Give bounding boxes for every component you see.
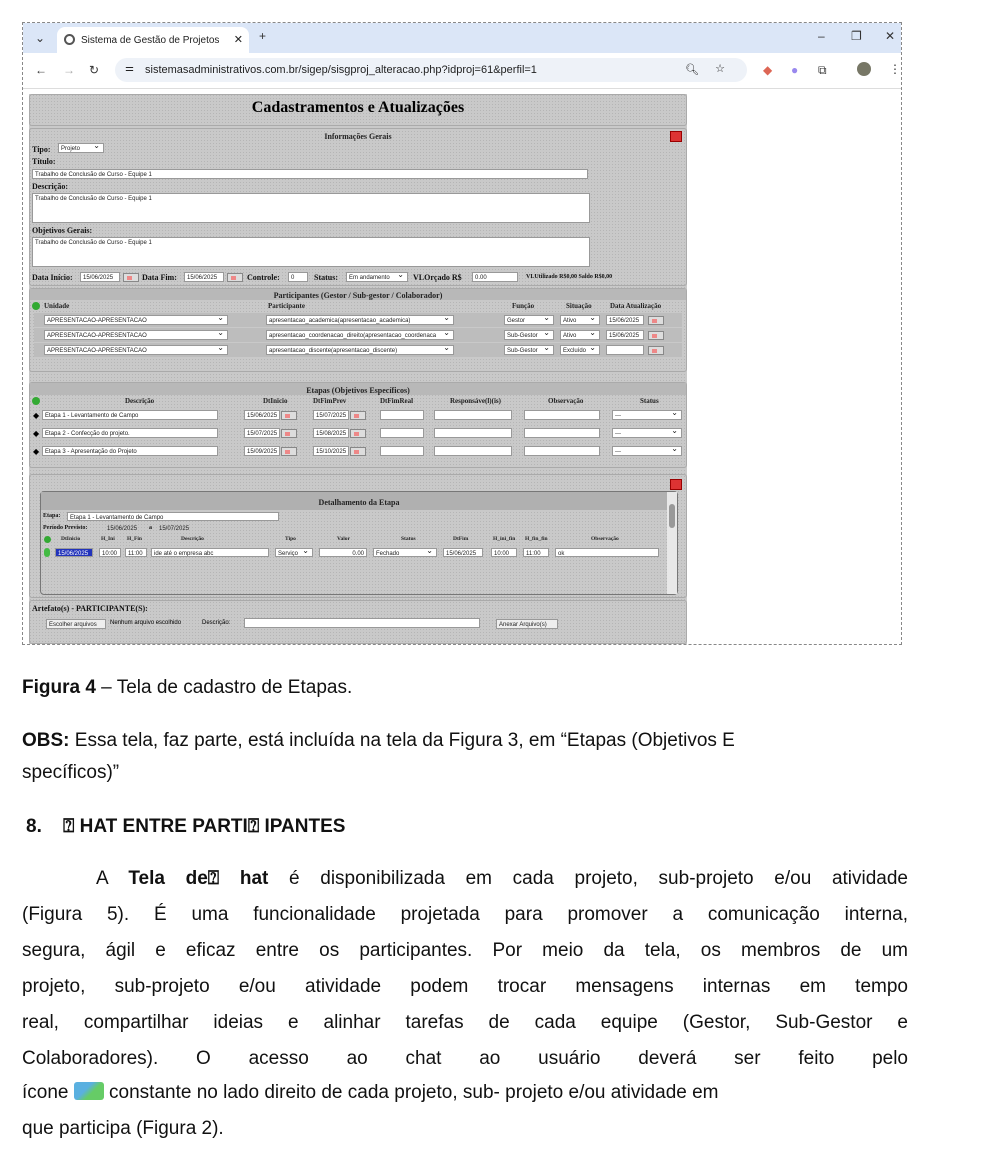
col-participante: Participante [268, 302, 305, 310]
col-dtinicio: DtInicio [263, 397, 288, 405]
title-box [29, 94, 687, 126]
paragraph-line [22, 1082, 908, 1104]
dtfimreal-input[interactable] [380, 428, 424, 438]
anexar-button[interactable]: Anexar Arquivo(s) [496, 619, 558, 629]
data-inicio-label: Data Início: [32, 273, 73, 282]
paragraph-line: que participa (Figura 2). [22, 1118, 224, 1139]
participantes-header: Participantes (Gestor / Sub-gestor / Colaborador) [30, 289, 686, 300]
col-responsaveis: Responsáve(l)(is) [450, 397, 501, 405]
chat-icon [74, 1082, 104, 1100]
status-input[interactable]: Fechado ⌄ [373, 548, 437, 557]
participante-select[interactable]: apresentacao_academica(apresentacao_academica) ⌄ [266, 315, 454, 325]
detalhe-container [29, 474, 687, 598]
maximize-icon[interactable]: ❐ [851, 29, 862, 43]
controle-input[interactable]: 0 [288, 272, 308, 282]
observacao-input[interactable] [524, 428, 600, 438]
participantes-section [29, 288, 687, 372]
col-detalhe: Valor [337, 536, 350, 542]
col-dtfimreal: DtFimReal [380, 397, 414, 405]
tab-title: Sistema de Gestão de Projetos [81, 35, 220, 46]
globe-icon [64, 34, 75, 45]
text: ícone [22, 1082, 69, 1103]
url-text: sistemasadministrativos.com.br/sigep/sisgproj_alteracao.php?idproj=61&perfil=1 [145, 64, 537, 76]
text: constante no lado direito de cada projeto, sub- projeto e/ou atividade em [103, 1082, 719, 1103]
paragraph-line: real, compartilhar ideias e alinhar tarefas de cada equipe (Gestor, Sub-Gestor e [22, 1012, 908, 1033]
metamask-icon[interactable]: ◆ [763, 63, 773, 77]
obs-line-2: specíficos)” [22, 762, 120, 783]
new-tab-icon[interactable]: + [259, 29, 267, 43]
artefato-label: Artefato(s) - PARTICIPANTE(S): [32, 604, 148, 613]
dtfimreal-input[interactable] [380, 410, 424, 420]
obs-label: OBS: [22, 730, 70, 751]
paragraph-line: (Figura 5). É uma funcionalidade projetada para promover a comunicação interna, [22, 904, 908, 925]
periodo-sep: a [149, 525, 152, 531]
titulo-input[interactable]: Trabalho de Conclusão de Curso - Equipe 1 [32, 169, 588, 179]
situacao-select[interactable]: Ativo ⌄ [560, 330, 600, 340]
dtinicio-input[interactable]: 15/09/2025 [244, 446, 280, 456]
artefato-descricao-label: Descrição: [202, 620, 231, 626]
col-data-atualizacao: Data Atualização [610, 302, 662, 310]
paragraph-line: segura, ágil e eficaz entre os participantes. Por meio da tela, os membros de um [22, 940, 908, 961]
page-title: Cadastramentos e Atualizações [251, 99, 465, 116]
col-dtfimprev: DtFimPrev [313, 397, 347, 405]
close-window-icon[interactable]: ✕ [885, 29, 896, 43]
observacao-input[interactable] [524, 446, 600, 456]
calendar-icon[interactable] [350, 411, 366, 420]
h-ini-fin-input[interactable]: 10:00 [491, 548, 517, 557]
funcao-select[interactable]: Sub-Gestor ⌄ [504, 330, 554, 340]
etapa-input[interactable]: Etapa 1 - Levantamento de Campo [67, 512, 279, 521]
dtinicio-input[interactable]: 15/06/2025 [55, 548, 93, 557]
calendar-icon[interactable] [227, 273, 243, 282]
detalhe-header: Detalhamento da Etapa [41, 492, 677, 510]
calendar-icon[interactable] [281, 429, 297, 438]
dtinicio-input[interactable]: 15/06/2025 [244, 410, 280, 420]
forward-icon[interactable]: → [63, 63, 75, 77]
responsaveis-input[interactable] [434, 446, 512, 456]
h-fin-fin-input[interactable]: 11:00 [523, 548, 549, 557]
diamond-icon: ◆ [33, 429, 40, 438]
section-heading: 8. ⍰ HAT ENTRE PARTI⍰ IPANTES [26, 816, 346, 837]
vl-orcado-input[interactable]: 0.00 [472, 272, 518, 282]
dtfimprev-input[interactable]: 15/08/2025 [313, 428, 349, 438]
unidade-select[interactable]: APRESENTACAO-APRESENTACAO ⌄ [44, 345, 228, 355]
col-detalhe: H_fin_fin [525, 536, 548, 542]
tipo-select[interactable]: Projeto ⌄ [58, 143, 104, 153]
bold-text: Tela de⍰ hat [128, 868, 269, 889]
h-fin-input[interactable]: 11:00 [125, 548, 147, 557]
caption-label: Figura 4 [22, 677, 96, 698]
status-label: Status: [314, 273, 339, 282]
objetivos-textarea[interactable]: Trabalho de Conclusão de Curso - Equipe 1 [32, 237, 590, 267]
no-file-text: Nenhum arquivo escolhido [110, 620, 182, 626]
obs-text: Essa tela, faz parte, está incluída na tela da Figura 3, em “Etapas (Objetivos E [69, 730, 735, 751]
scrollbar[interactable] [667, 492, 677, 594]
descricao-input[interactable]: ide até o empresa abc [151, 548, 269, 557]
site-settings-icon[interactable]: ⚌ [125, 63, 134, 74]
col-detalhe: DtFim [453, 536, 469, 542]
situacao-select[interactable]: Ativo ⌄ [560, 315, 600, 325]
data-inicio-input[interactable]: 15/06/2025 [80, 272, 120, 282]
participante-select[interactable]: apresentacao_discente(apresentacao_discente) ⌄ [266, 345, 454, 355]
etapa-label: Etapa: [43, 513, 61, 519]
detalhe-section [40, 491, 678, 595]
col-situacao: Situação [566, 302, 592, 310]
periodo-fim: 15/07/2025 [159, 526, 190, 532]
bookmark-star-icon[interactable]: ☆ [715, 63, 725, 75]
periodo-inicio: 15/06/2025 [107, 526, 138, 532]
col-funcao: Função [512, 302, 535, 310]
calendar-icon[interactable] [648, 346, 664, 355]
text: é disponibilizada em cada projeto, sub-projeto e/ou atividade [268, 868, 909, 889]
col-detalhe: H_Ini [101, 536, 115, 542]
paragraph-line: Colaboradores). O acesso ao chat ao usuário deverá ser feito pelo [22, 1048, 908, 1069]
status-select[interactable]: --- ⌄ [612, 446, 682, 456]
add-etapa-icon[interactable] [32, 397, 40, 405]
valor-input[interactable]: 0.00 [319, 548, 367, 557]
periodo-label: Período Previsto: [43, 525, 88, 531]
data-atualizacao-input[interactable]: 15/06/2025 [606, 330, 644, 340]
col-detalhe: Status [401, 536, 416, 542]
tab-bar [23, 23, 901, 53]
extension-ghost-icon[interactable]: ● [791, 63, 799, 77]
dtfimreal-input[interactable] [380, 446, 424, 456]
participante-select[interactable]: apresentacao_coordenacao_direito(apresentacao_coordenaca ⌄ [266, 330, 454, 340]
artefato-descricao-input[interactable] [244, 618, 480, 628]
calendar-icon[interactable] [648, 316, 664, 325]
responsaveis-input[interactable] [434, 428, 512, 438]
obs-input[interactable]: ok [555, 548, 659, 557]
col-detalhe: H_ini_fin [493, 536, 516, 542]
url-input[interactable] [115, 58, 747, 82]
address-bar-row [23, 53, 901, 89]
diamond-icon: ◆ [33, 411, 40, 420]
col-descricao: Descrição [125, 397, 155, 405]
unidade-select[interactable]: APRESENTACAO-APRESENTACAO ⌄ [44, 330, 228, 340]
etapa-descricao-input[interactable]: Etapa 1 - Levantamento de Campo [42, 410, 218, 420]
col-status: Status [640, 397, 659, 405]
vl-orcado-label: VLOrçado R$ [413, 273, 462, 282]
dtfimprev-input[interactable]: 15/10/2025 [313, 446, 349, 456]
form-panel [29, 94, 687, 645]
etapas-header: Etapas (Objetivos Específicos) [30, 383, 686, 395]
diamond-icon: ◆ [33, 447, 40, 456]
unidade-select[interactable]: APRESENTACAO-APRESENTACAO ⌄ [44, 315, 228, 325]
col-unidade: Unidade [44, 302, 70, 310]
browser-tab[interactable] [57, 27, 249, 53]
calendar-icon[interactable] [281, 447, 297, 456]
col-detalhe: Descrição [181, 536, 204, 542]
add-participant-icon[interactable] [32, 302, 40, 310]
collapse-icon[interactable] [670, 479, 682, 490]
data-atualizacao-input[interactable]: 15/06/2025 [606, 315, 644, 325]
artefato-section [29, 600, 687, 644]
vl-utilizado-text: VLUtilizado R$0,00 Saldo R$0,00 [526, 274, 613, 280]
close-tab-icon[interactable]: ✕ [233, 34, 243, 46]
situacao-select[interactable]: Excluído ⌄ [560, 345, 600, 355]
controle-label: Controle: [247, 273, 280, 282]
col-detalhe: Tipo [285, 536, 296, 542]
calendar-icon[interactable] [648, 331, 664, 340]
paragraph-line [96, 868, 908, 890]
h-ini-input[interactable]: 10:00 [99, 548, 121, 557]
edit-icon[interactable] [44, 548, 50, 557]
descricao-textarea[interactable]: Trabalho de Conclusão de Curso - Equipe 1 [32, 193, 590, 223]
text: A [96, 868, 129, 889]
etapa-descricao-input[interactable]: Etapa 3 - Apresentação do Projeto [42, 446, 218, 456]
profile-avatar[interactable] [857, 62, 871, 76]
obs-line-1 [22, 730, 908, 752]
data-atualizacao-input[interactable] [606, 345, 644, 355]
tipo-input[interactable]: Serviço ⌄ [275, 548, 313, 557]
zoom-icon[interactable]: 🔍︎ [685, 64, 699, 76]
dtfimprev-input[interactable]: 15/07/2025 [313, 410, 349, 420]
col-detalhe: DtInicio [61, 536, 81, 542]
funcao-select[interactable]: Gestor ⌄ [504, 315, 554, 325]
status-select[interactable]: --- ⌄ [612, 428, 682, 438]
calendar-icon[interactable] [281, 411, 297, 420]
status-select[interactable]: --- ⌄ [612, 410, 682, 420]
data-fim-label: Data Fim: [142, 273, 177, 282]
calendar-icon[interactable] [350, 429, 366, 438]
back-icon[interactable]: ← [35, 63, 47, 77]
info-header: Informações Gerais [324, 132, 392, 141]
scrollbar-thumb[interactable] [669, 504, 675, 528]
add-detalhe-icon[interactable] [44, 536, 51, 543]
extensions-icon[interactable]: ⧉ [818, 63, 827, 77]
status-select[interactable]: Em andamento ⌄ [346, 272, 408, 282]
titulo-label: Título: [32, 157, 56, 166]
calendar-icon[interactable] [350, 447, 366, 456]
descricao-label: Descrição: [32, 182, 68, 191]
reload-icon[interactable]: ↻ [89, 63, 100, 77]
figure-caption [22, 677, 908, 699]
dtfim-input[interactable]: 15/06/2025 [443, 548, 483, 557]
col-detalhe: H_Fin [127, 536, 142, 542]
observacao-input[interactable] [524, 410, 600, 420]
minimize-icon[interactable]: – [818, 29, 825, 43]
menu-icon[interactable]: ⋮ [889, 62, 901, 76]
objetivos-label: Objetivos Gerais: [32, 226, 93, 235]
paragraph-line: projeto, sub-projeto e/ou atividade podem trocar mensagens internas em tempo [22, 976, 908, 997]
calendar-icon[interactable] [123, 273, 139, 282]
data-fim-input[interactable]: 15/06/2025 [184, 272, 224, 282]
col-observacao: Observação [548, 397, 584, 405]
tipo-label: Tipo: [32, 145, 51, 154]
etapa-descricao-input[interactable]: Etapa 2 - Confecção do projeto. [42, 428, 218, 438]
browser-screenshot [22, 22, 902, 645]
etapas-section [29, 382, 687, 468]
tab-list-icon[interactable]: ⌄ [35, 31, 46, 45]
dtinicio-input[interactable]: 15/07/2025 [244, 428, 280, 438]
collapse-icon[interactable] [670, 131, 682, 142]
col-detalhe: Observação [591, 536, 619, 542]
choose-files-button[interactable]: Escolher arquivos [46, 619, 106, 629]
funcao-select[interactable]: Sub-Gestor ⌄ [504, 345, 554, 355]
caption-text: – Tela de cadastro de Etapas. [95, 677, 353, 698]
responsaveis-input[interactable] [434, 410, 512, 420]
info-section [29, 128, 687, 286]
